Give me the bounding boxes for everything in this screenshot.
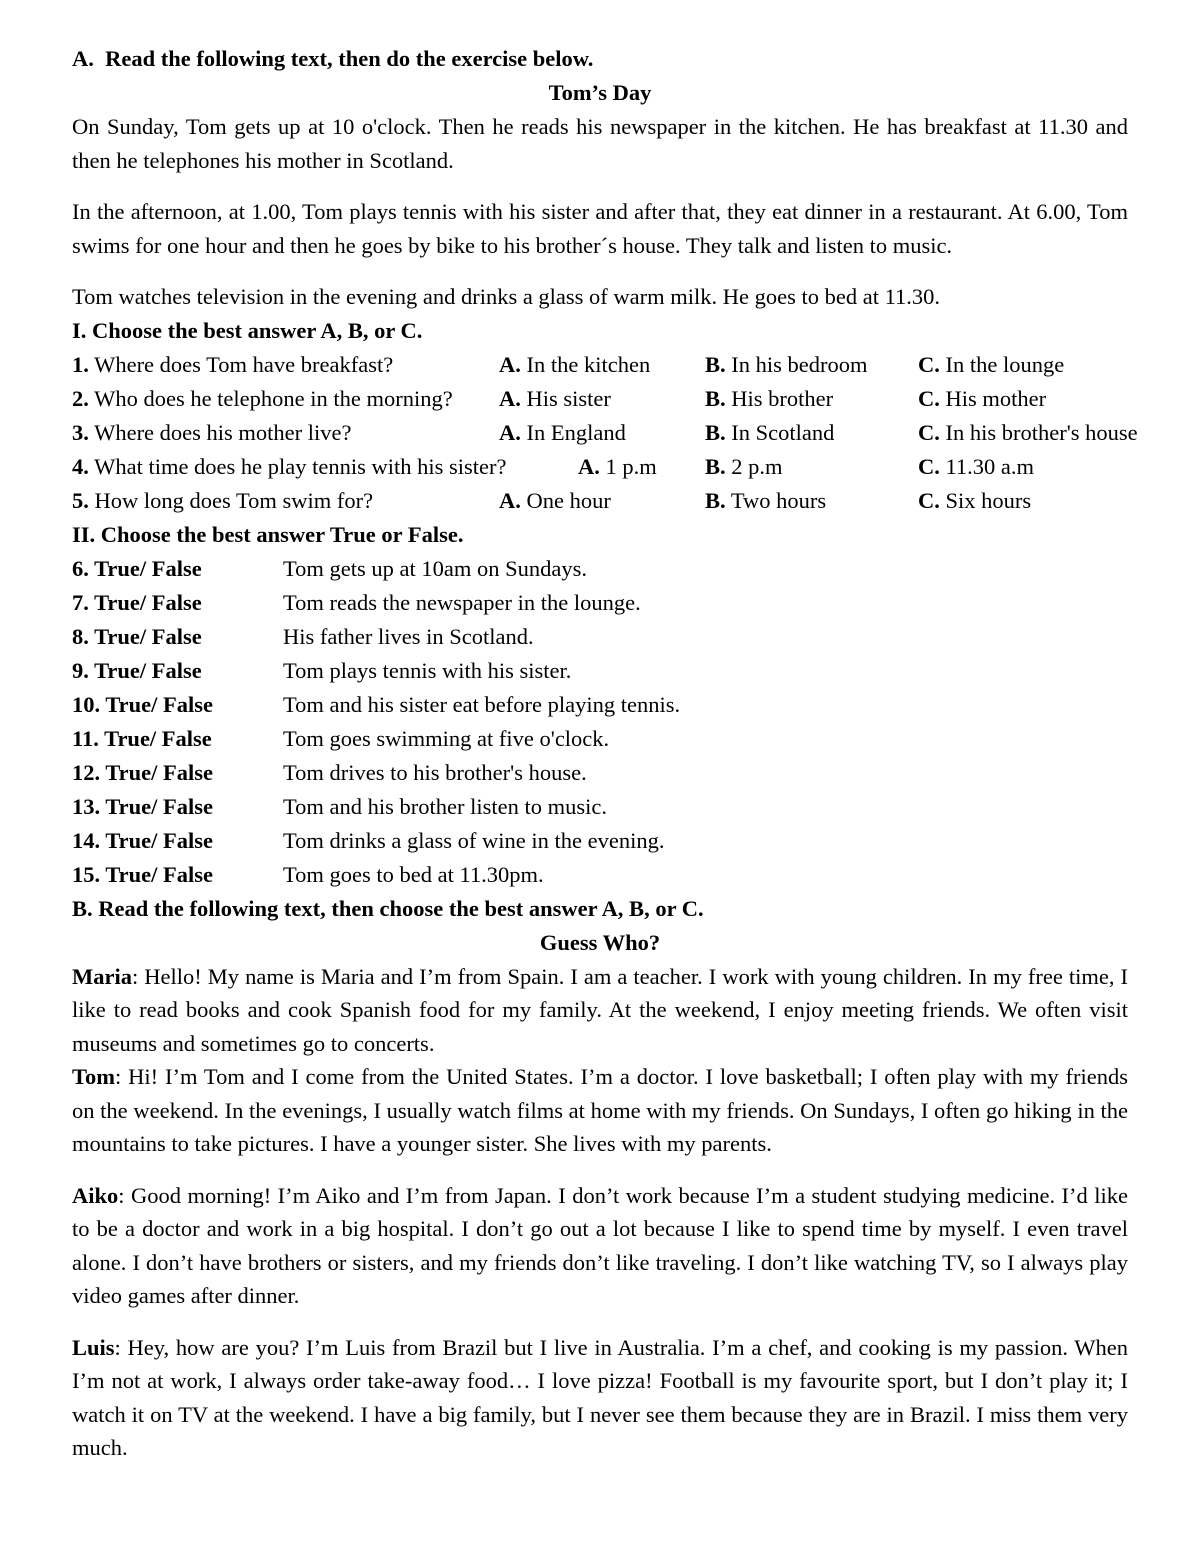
person-name: Maria: [72, 963, 132, 989]
tf-label: 11. True/ False: [72, 725, 212, 751]
tf-statement: Tom goes swimming at five o'clock.: [283, 725, 610, 751]
section-a-heading: [72, 42, 1128, 76]
section-a-letter: A.: [72, 46, 94, 71]
reading-paragraph-3: Tom watches television in the evening and drinks a glass of warm milk. He goes to bed at 11.30.: [72, 284, 941, 309]
mc-question-5: [72, 484, 1128, 518]
person-name: Luis: [72, 1334, 115, 1360]
tf-item-11: [72, 722, 1128, 756]
option-c: C. In his brother's house: [918, 419, 1138, 445]
mc-question-3: [72, 416, 1138, 450]
part-i-heading: I. Choose the best answer A, B, or C.: [72, 317, 423, 343]
tf-item-7: [72, 586, 1128, 620]
tf-item-15: [72, 858, 1128, 892]
tf-item-6: [72, 552, 1128, 586]
question-text: 2. Who does he telephone in the morning?: [72, 385, 453, 411]
worksheet-page: [72, 42, 1138, 1465]
tf-label: 9. True/ False: [72, 657, 202, 683]
question-text: 1. Where does Tom have breakfast?: [72, 351, 394, 377]
tf-item-10: [72, 688, 1128, 722]
tf-label: 15. True/ False: [72, 861, 214, 887]
option-a: A. In England: [499, 419, 626, 445]
option-a: A. His sister: [499, 385, 611, 411]
person-maria-paragraph: Maria: Hello! My name is Maria and I’m from Spain. I am a teacher. I work with young children. In my free time, I like to read books and cook Spanish food for my family. At the weekend, I enjoy meeting friends. We often visit museums and sometimes go to concerts.: [72, 963, 1128, 1056]
tf-item-9: [72, 654, 1128, 688]
tf-label: 10. True/ False: [72, 691, 214, 717]
section-a-instruction: Read the following text, then do the exercise below.: [105, 46, 594, 71]
tf-item-13: [72, 790, 1128, 824]
tf-statement: Tom drives to his brother's house.: [283, 759, 587, 785]
reading-paragraph-2: In the afternoon, at 1.00, Tom plays tennis with his sister and after that, they eat dinner in a restaurant. At 6.00, Tom swims for one hour and then he goes by bike to his brother´s house. They talk and listen to music.: [72, 199, 1128, 258]
option-c: C. In the lounge: [918, 351, 1065, 377]
option-a: A. 1 p.m: [578, 453, 657, 479]
question-text: 3. Where does his mother live?: [72, 419, 352, 445]
option-c: C. Six hours: [918, 487, 1032, 513]
person-name: Aiko: [72, 1182, 119, 1208]
mc-question-1: [72, 348, 1128, 382]
tf-statement: Tom and his brother listen to music.: [283, 793, 608, 819]
person-name: Tom: [72, 1064, 115, 1089]
reading-paragraph-1: On Sunday, Tom gets up at 10 o'clock. Then he reads his newspaper in the kitchen. He has breakfast at 11.30 and then he telephones his mother in Scotland.: [72, 114, 1128, 173]
tf-statement: Tom and his sister eat before playing tennis.: [283, 691, 681, 717]
tf-label: 12. True/ False: [72, 759, 214, 785]
tf-label: 6. True/ False: [72, 555, 202, 581]
option-c: C. 11.30 a.m: [918, 453, 1035, 479]
tf-statement: His father lives in Scotland.: [283, 623, 534, 649]
question-text: 5. How long does Tom swim for?: [72, 487, 374, 513]
option-b: B. His brother: [705, 385, 834, 411]
tf-label: 7. True/ False: [72, 589, 202, 615]
person-luis-paragraph: Luis: Hey, how are you? I’m Luis from Brazil but I live in Australia. I’m a chef, and cooking is my passion. When I’m not at work, I always order take-away food… I love pizza! Football is my favourite sport, but I don’t play it; I watch it on TV at the weekend. I have a big family, but I never see them because they are in Brazil. I miss them very much.: [72, 1334, 1128, 1460]
tf-statement: Tom goes to bed at 11.30pm.: [283, 861, 544, 887]
option-a: A. In the kitchen: [499, 351, 651, 377]
tf-label: 13. True/ False: [72, 793, 214, 819]
option-b: B. In his bedroom: [705, 351, 868, 377]
tf-item-12: [72, 756, 1128, 790]
tf-statement: Tom plays tennis with his sister.: [283, 657, 572, 683]
tf-item-8: [72, 620, 1128, 654]
reading-title-guess-who: Guess Who?: [539, 929, 661, 955]
option-c: C. His mother: [918, 385, 1047, 411]
mc-question-4: [72, 450, 1128, 484]
reading-title-toms-day: Tom’s Day: [548, 80, 652, 105]
person-tom-paragraph: Tom: Hi! I’m Tom and I come from the United States. I’m a doctor. I love basketball; I often play with my friends on the weekend. In the evenings, I usually watch films at home with my friends. On Sundays, I often go hiking in the mountains to take pictures. I have a younger sister. She lives with my parents.: [72, 1064, 1128, 1156]
tf-label: 8. True/ False: [72, 623, 202, 649]
question-text: 4. What time does he play tennis with his sister?: [72, 453, 507, 479]
tf-statement: Tom reads the newspaper in the lounge.: [283, 589, 641, 615]
option-b: B. In Scotland: [705, 419, 835, 445]
mc-question-2: [72, 382, 1128, 416]
tf-item-14: [72, 824, 1128, 858]
option-b: B. Two hours: [705, 487, 827, 513]
person-aiko-paragraph: Aiko: Good morning! I’m Aiko and I’m from Japan. I don’t work because I’m a student studying medicine. I’d like to be a doctor and work in a big hospital. I don’t go out a lot because I like to spend time by myself. I even travel alone. I don’t have brothers or sisters, and my friends don’t like traveling. I don’t like watching TV, so I always play video games after dinner.: [72, 1182, 1128, 1308]
tf-statement: Tom drinks a glass of wine in the evening.: [283, 827, 665, 853]
option-b: B. 2 p.m: [705, 453, 783, 479]
option-a: A. One hour: [499, 487, 611, 513]
tf-label: 14. True/ False: [72, 827, 214, 853]
tf-statement: Tom gets up at 10am on Sundays.: [283, 555, 588, 581]
section-b-heading: B. Read the following text, then choose the best answer A, B, or C.: [72, 895, 704, 921]
part-ii-heading: II. Choose the best answer True or False.: [72, 521, 464, 547]
